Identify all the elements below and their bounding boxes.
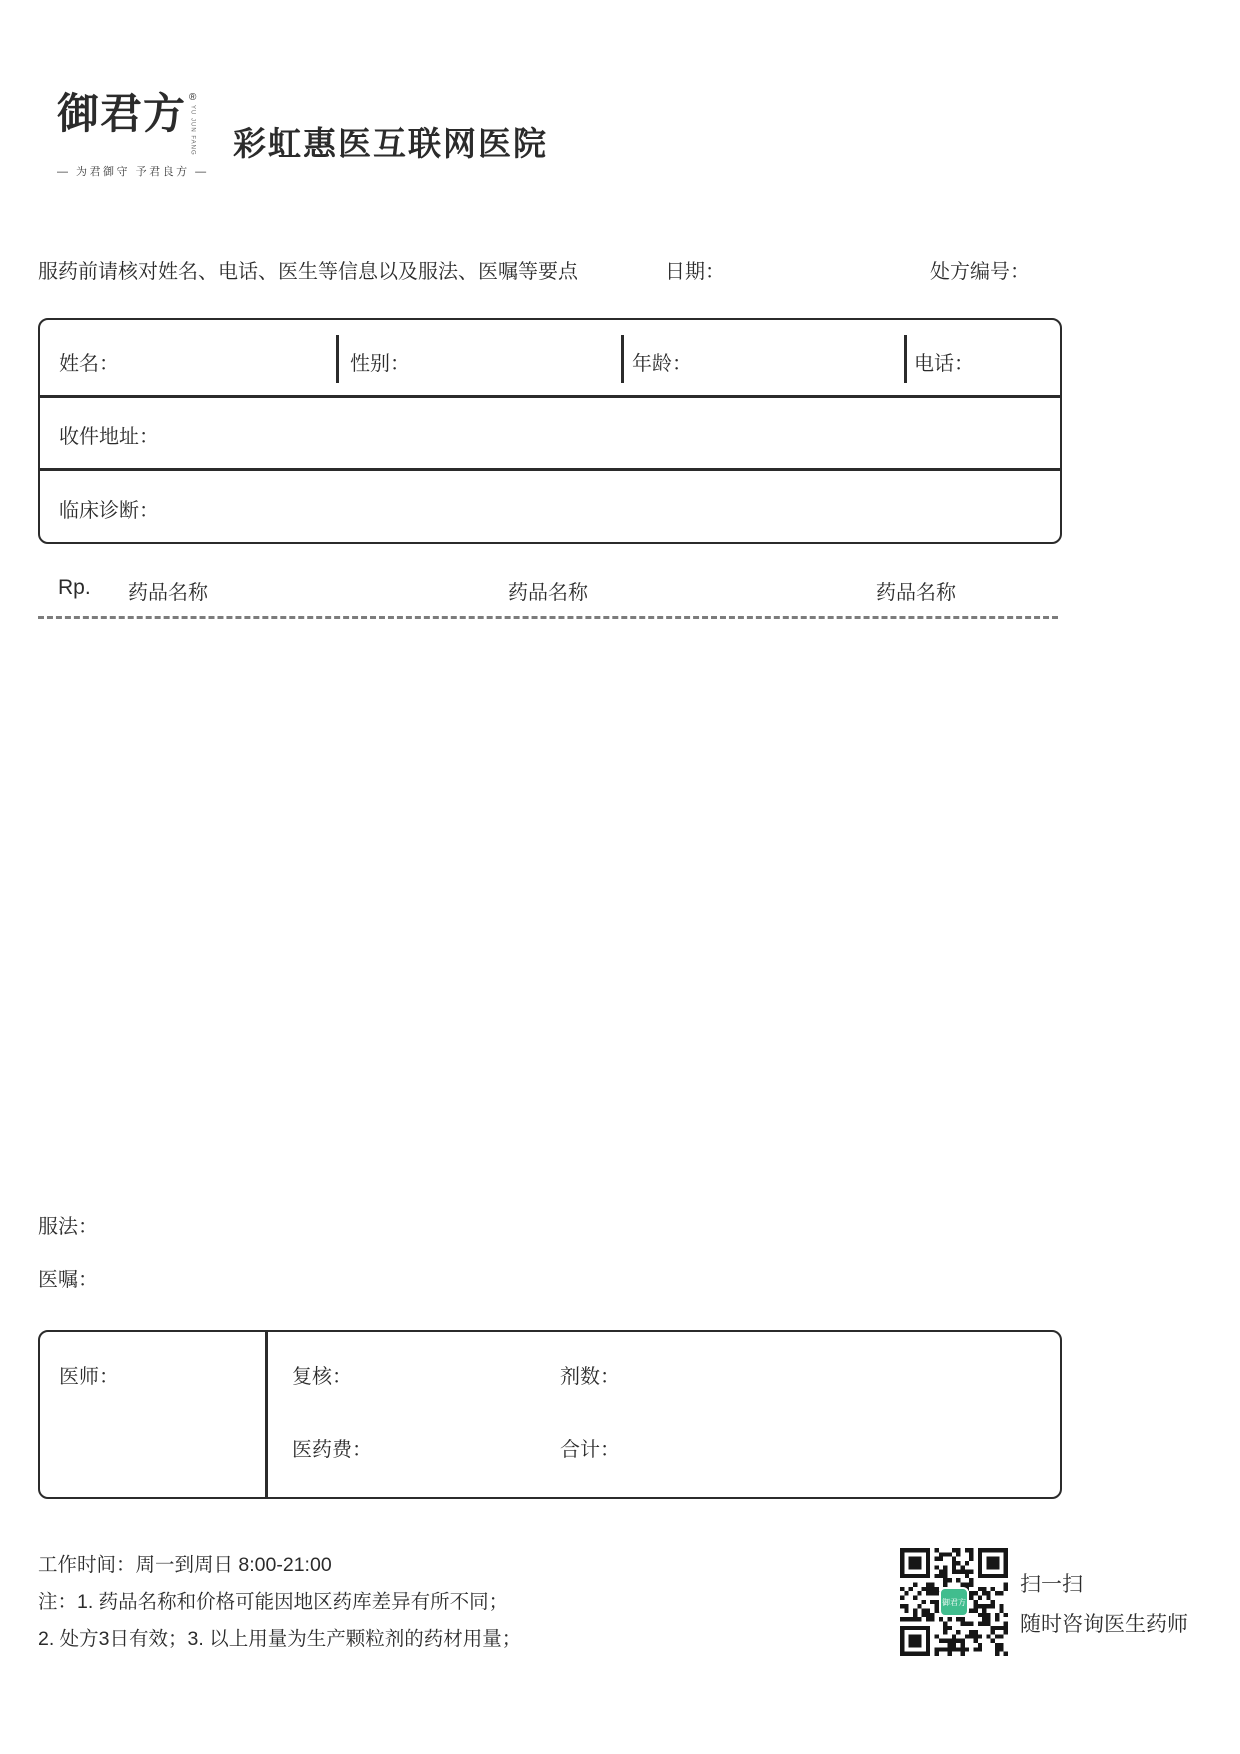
dose-count-label: 剂数：: [560, 1366, 620, 1388]
column-divider: [621, 335, 624, 383]
row-divider: [40, 395, 1060, 398]
work-hours-text: 工作时间：周一到周日 8:00-21:00: [38, 1554, 332, 1576]
total-label: 合计：: [560, 1439, 620, 1461]
shipping-address-label: 收件地址：: [59, 426, 159, 448]
drug-name-column-header: 药品名称: [128, 582, 208, 604]
physician-label: 医师：: [59, 1366, 119, 1388]
note-line: 2. 处方3日有效；3. 以上用量为生产颗粒剂的药材用量；: [38, 1628, 522, 1650]
qr-code: [900, 1548, 1008, 1656]
consult-prompt-text: 随时咨询医生药师: [1020, 1613, 1188, 1636]
note-line: 注：1. 药品名称和价格可能因地区药库差异有所不同；: [38, 1591, 509, 1613]
dashed-separator: [38, 616, 1058, 619]
column-divider: [904, 335, 907, 383]
prescription-number-label: 处方编号：: [930, 261, 1030, 283]
hospital-title: 彩虹惠医互联网医院: [233, 125, 548, 162]
age-field-label: 年龄：: [632, 353, 692, 375]
gender-field-label: 性别：: [350, 353, 410, 375]
drug-name-column-header: 药品名称: [876, 582, 956, 604]
qr-center-logo: 御君方: [939, 1587, 969, 1617]
medication-check-reminder: 服药前请核对姓名、电话、医生等信息以及服法、医嘱等要点: [38, 261, 578, 283]
name-field-label: 姓名：: [59, 353, 119, 375]
scan-prompt-text: 扫一扫: [1020, 1573, 1083, 1596]
rp-prescription-label: Rp.: [58, 576, 91, 599]
patient-info-box: [38, 318, 1062, 544]
usage-method-label: 服法：: [38, 1216, 98, 1238]
brand-tagline: — 为君御守 予君良方 —: [57, 165, 209, 178]
phone-field-label: 电话：: [914, 353, 974, 375]
brand-logo-text: 御君方: [57, 89, 187, 138]
review-label: 复核：: [292, 1366, 352, 1388]
date-label: 日期：: [665, 261, 725, 283]
doctor-advice-label: 医嘱：: [38, 1269, 98, 1291]
brand-logo: [57, 89, 209, 179]
clinical-diagnosis-label: 临床诊断：: [59, 500, 159, 522]
drug-name-column-header: 药品名称: [508, 582, 588, 604]
signature-fee-box: [38, 1330, 1062, 1499]
column-divider: [336, 335, 339, 383]
brand-logo-pinyin: YU JUN FANG: [189, 105, 196, 156]
column-divider: [265, 1332, 268, 1497]
medicine-fee-label: 医药费：: [292, 1439, 372, 1461]
row-divider: [40, 468, 1060, 471]
registered-trademark-icon: ®: [189, 92, 197, 103]
